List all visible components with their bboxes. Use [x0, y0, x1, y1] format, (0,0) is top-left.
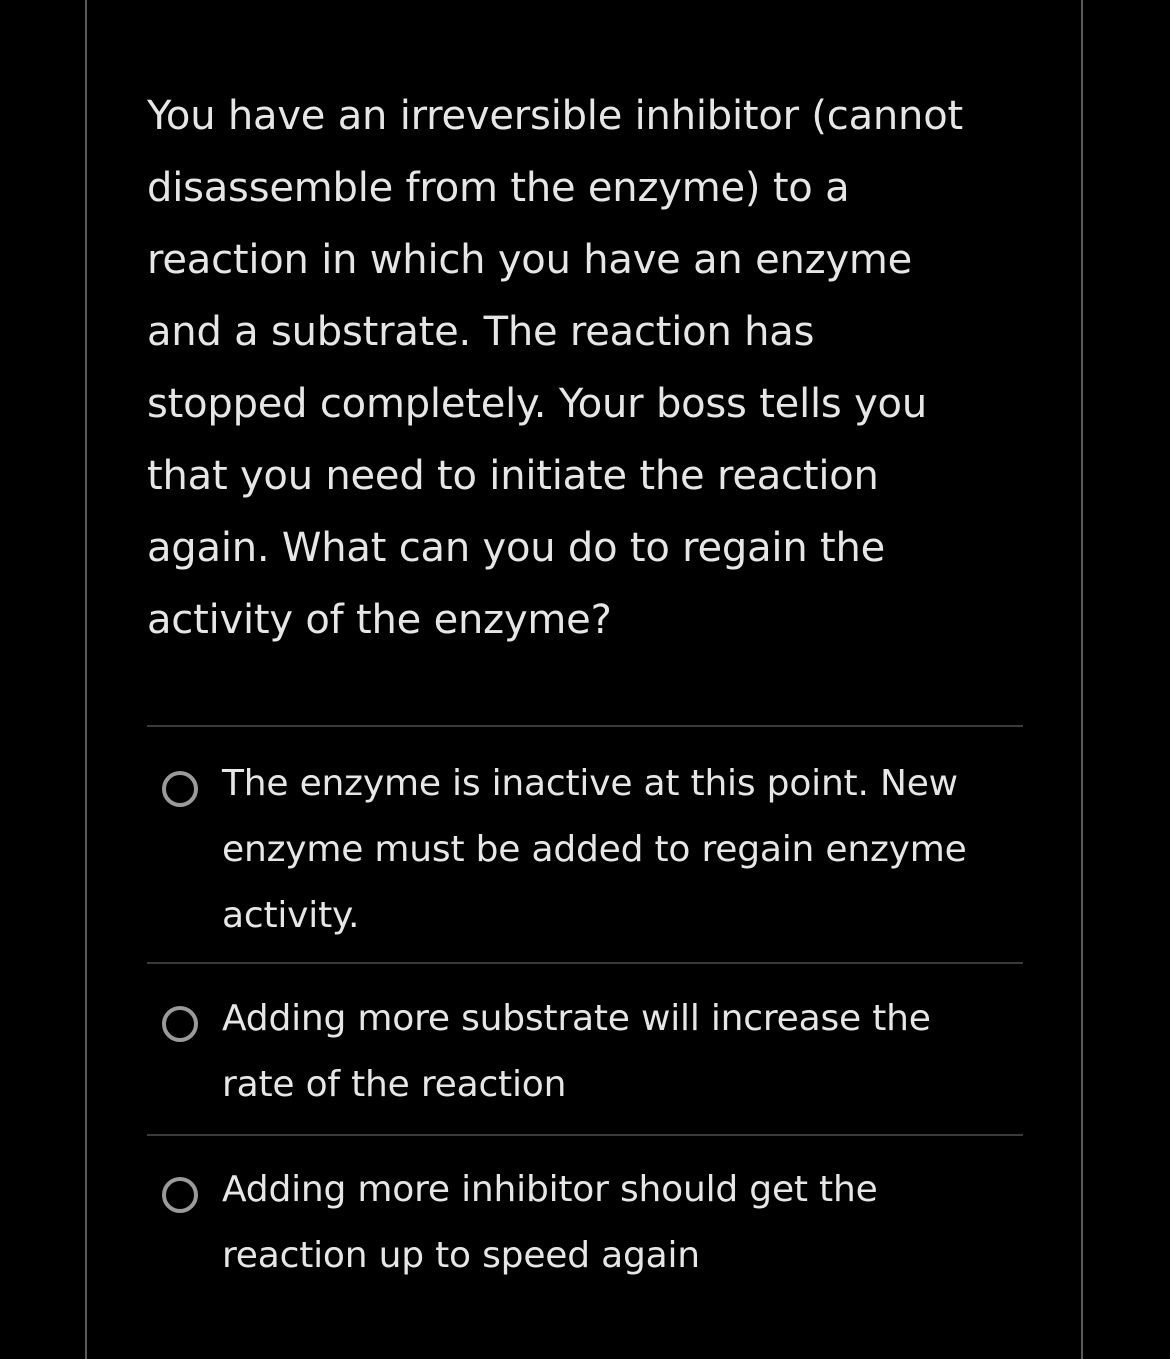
radio-button-icon[interactable] [162, 1006, 198, 1042]
answer-label-3[interactable]: Adding more inhibitor should get the reaction up to speed again [222, 1169, 878, 1276]
answer-option-1[interactable] [147, 725, 1023, 962]
answer-option-2[interactable] [147, 962, 1023, 1134]
answer-list [147, 725, 1023, 1294]
radio-button-icon[interactable] [162, 771, 198, 807]
answer-label-1[interactable]: The enzyme is inactive at this point. New enzyme must be added to regain enzyme activity. [222, 763, 967, 936]
question-text: You have an irreversible inhibitor (cannot disassemble from the enzyme) to a reaction in which you have an enzyme and a substrate. The reaction has stopped completely. Your boss tells you that you need to initiate the reaction again. What can you do to regain the activity of the enzyme? [147, 93, 963, 643]
answer-option-3[interactable] [147, 1134, 1023, 1294]
answer-label-2[interactable]: Adding more substrate will increase the rate of the reaction [222, 998, 931, 1105]
radio-button-icon[interactable] [162, 1177, 198, 1213]
